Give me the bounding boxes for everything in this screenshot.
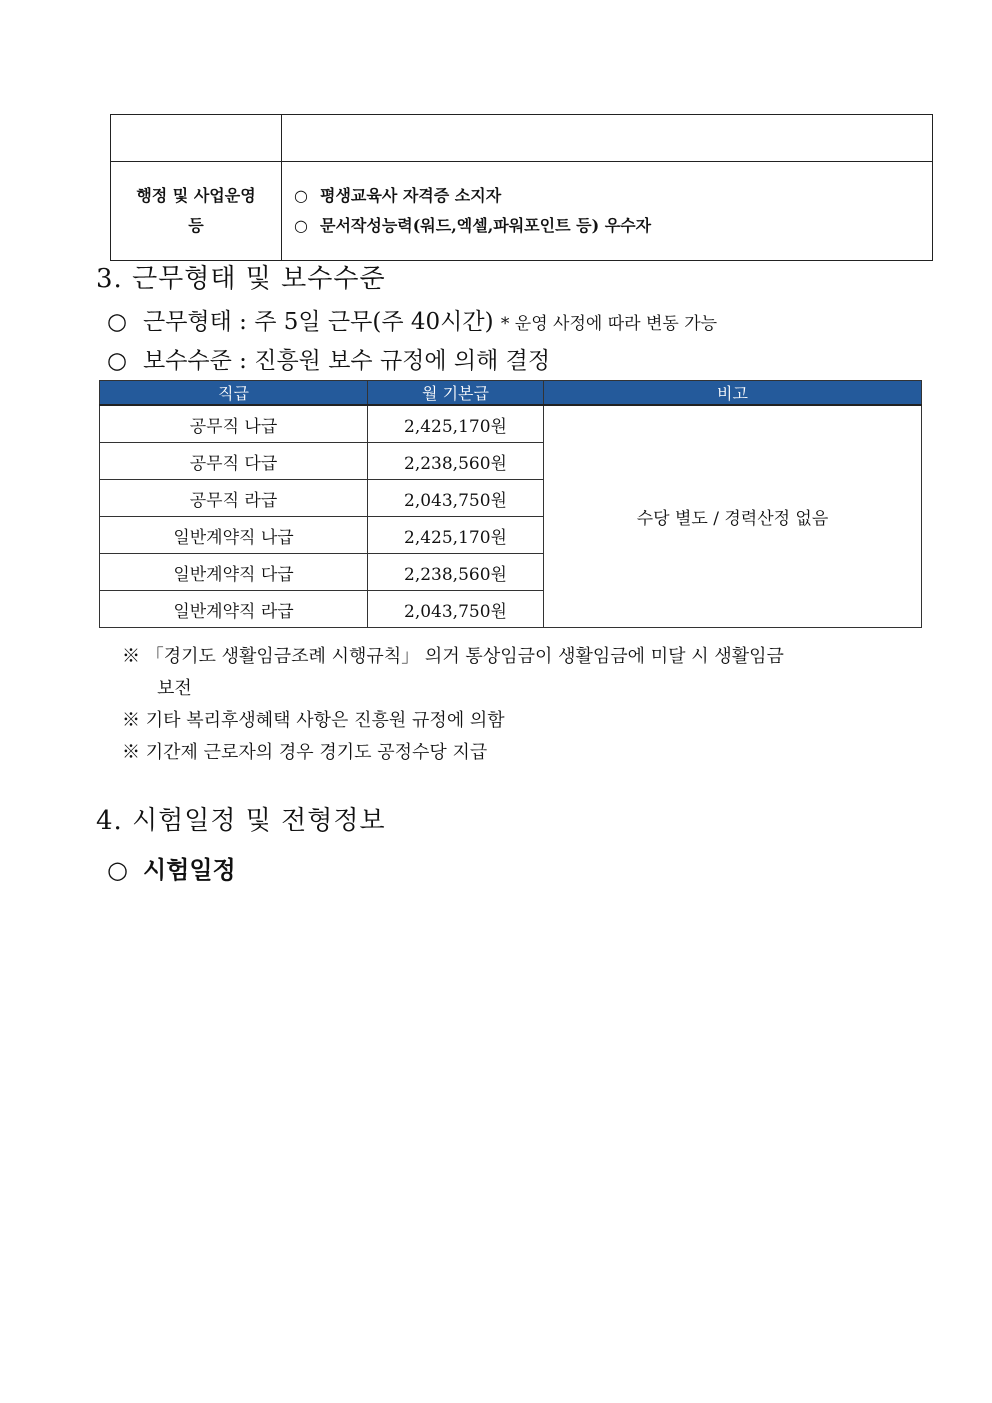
circle-bullet-icon: ○: [294, 216, 308, 235]
section3-title: 3. 근무형태 및 보수수준: [96, 264, 386, 294]
requirements-empty-row: [111, 115, 933, 162]
note-fair-allowance: ※ 기간제 근로자의 경우 경기도 공정수당 지급: [122, 742, 488, 763]
pay-level-text: 보수수준 : 진흥원 보수 규정에 의해 결정: [143, 348, 551, 374]
note-living-wage-line1: ※ 「경기도 생활임금조례 시행규칙」 의거 통상임금이 생활임금에 미달 시 생활임금: [122, 646, 784, 667]
salary-pay-cell: 2,425,170원: [368, 405, 544, 443]
salary-pay-cell: 2,043,750원: [368, 480, 544, 517]
salary-table: [99, 380, 922, 628]
salary-header-pay: 월 기본급: [368, 381, 544, 406]
salary-pay-cell: 2,238,560원: [368, 443, 544, 480]
requirements-items-cell: [282, 162, 933, 261]
salary-grade-cell: 일반계약직 다급: [100, 554, 368, 591]
requirements-field-line2: 등: [188, 216, 204, 235]
salary-table-header-row: [100, 381, 922, 406]
requirement-item: [294, 211, 932, 241]
circle-bullet-icon: ○: [107, 856, 128, 884]
salary-header-grade: 직급: [100, 381, 368, 406]
requirement-item: [294, 181, 932, 211]
section4-title: 4. 시험일정 및 전형정보: [96, 806, 386, 836]
salary-pay-cell: 2,425,170원: [368, 517, 544, 554]
circle-bullet-icon: ○: [107, 348, 128, 374]
note-living-wage-line2: 보전: [157, 678, 192, 699]
salary-pay-cell: 2,043,750원: [368, 591, 544, 628]
requirements-field-cell: [111, 162, 282, 261]
work-type-line: [107, 303, 717, 336]
requirement-item-text: 평생교육사 자격증 소지자: [320, 186, 502, 205]
work-type-note: * 운영 사정에 따라 변동 가능: [500, 314, 718, 334]
exam-schedule-heading: [107, 850, 236, 885]
salary-grade-cell: 공무직 다급: [100, 443, 368, 480]
requirements-table: [110, 114, 933, 261]
salary-grade-cell: 공무직 나급: [100, 405, 368, 443]
note-welfare: ※ 기타 복리후생혜택 사항은 진흥원 규정에 의함: [122, 710, 505, 731]
requirements-empty-field-cell: [111, 115, 282, 162]
pay-level-line: [107, 342, 550, 375]
salary-grade-cell: 일반계약직 라급: [100, 591, 368, 628]
circle-bullet-icon: ○: [294, 186, 308, 205]
exam-schedule-text: 시험일정: [143, 855, 236, 884]
requirements-row: [111, 162, 933, 261]
salary-pay-cell: 2,238,560원: [368, 554, 544, 591]
requirements-empty-content-cell: [282, 115, 933, 162]
salary-header-remark: 비고: [544, 381, 922, 406]
requirement-item-text: 문서작성능력(워드,엑셀,파워포인트 등) 우수자: [320, 216, 652, 235]
salary-remark-cell: 수당 별도 / 경력산정 없음: [544, 405, 922, 628]
circle-bullet-icon: ○: [107, 309, 128, 335]
salary-grade-cell: 일반계약직 나급: [100, 517, 368, 554]
salary-grade-cell: 공무직 라급: [100, 480, 368, 517]
work-type-text: 근무형태 : 주 5일 근무(주 40시간): [143, 309, 494, 335]
table-row: [100, 405, 922, 443]
requirements-field-line1: 행정 및 사업운영: [136, 186, 256, 205]
